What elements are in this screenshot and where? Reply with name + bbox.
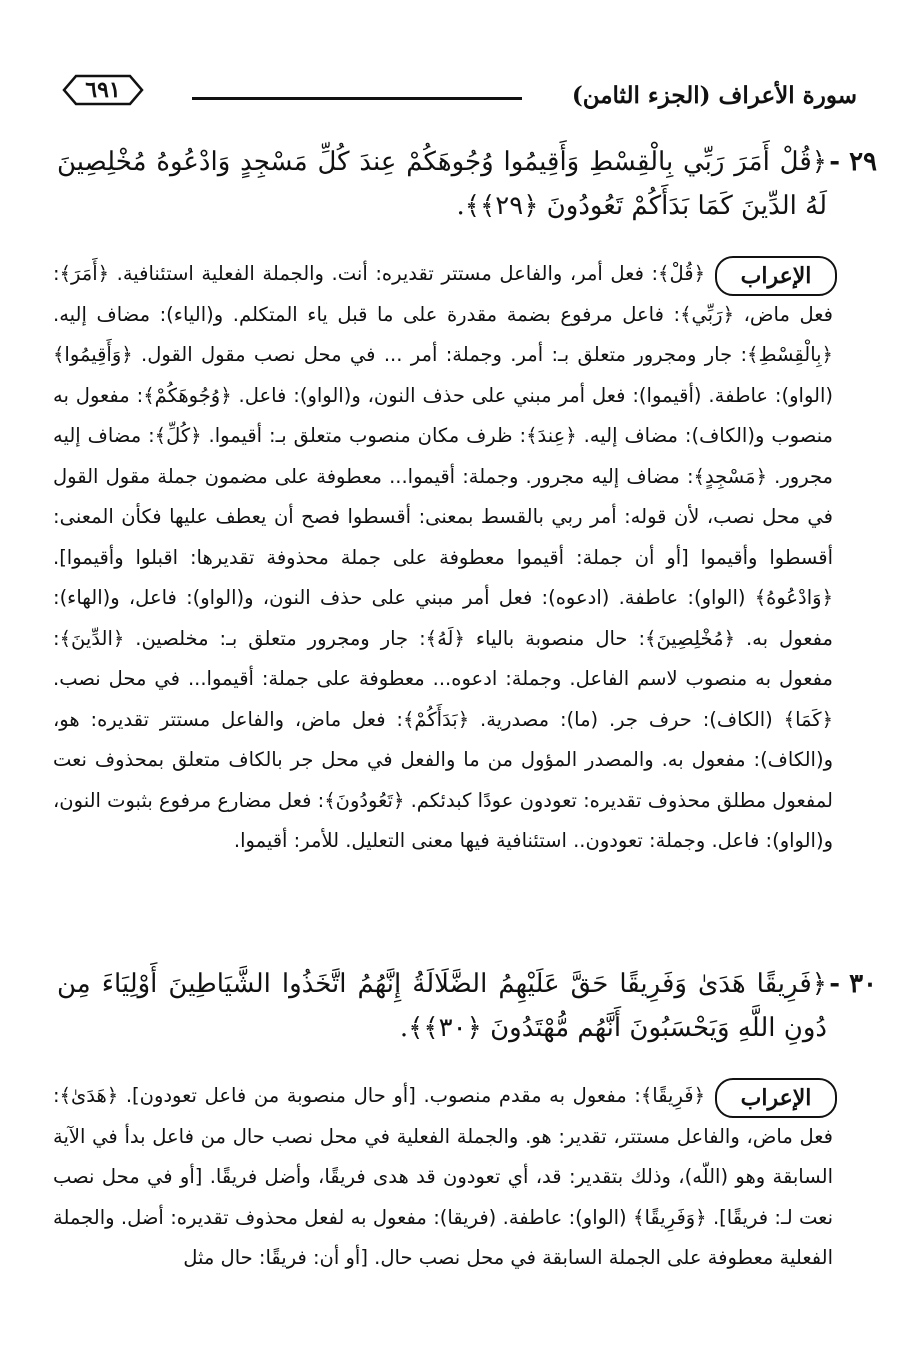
verse-29-number: ٢٩ -: [829, 147, 877, 177]
irab-30-commentary: [53, 1076, 833, 1279]
irab-29-commentary: [53, 254, 833, 862]
verse-30-number: ٣٠ -: [829, 969, 877, 999]
running-header-title: سورة الأعراف (الجزء الثامن): [571, 82, 857, 109]
irab-29-paragraph: ﴿قُلْ﴾: فعل أمر، والفاعل مستتر تقديره: أنت. والجملة الفعلية استئنافية. ﴿أَمَرَ﴾: فعل ماض، ﴿رَبِّي﴾: فاعل مرفوع بضمة مقدرة على ما قبل ياء المتكلم. و(الياء): مضاف إليه. ﴿بِالْقِسْطِ﴾: جار ومجرور متعلق بـ: أمر. وجملة: أمر ... في محل نصب مقول القول. ﴿وَأَقِيمُوا﴾ (الواو): عاطفة. (أقيموا): فعل أمر مبني على حذف النون، و(الواو): فاعل. ﴿وُجُوهَكُمْ﴾: مفعول به منصوب و(الكاف): مضاف إليه. ﴿عِندَ﴾: ظرف مكان منصوب متعلق بـ: أقيموا. ﴿كُلِّ﴾: مضاف إليه مجرور. ﴿مَسْجِدٍ﴾: مضاف إليه مجرور. وجملة: أقيموا... معطوفة على مضمون جملة مقول القول في محل نصب، لأن قوله: أمر ربي بالقسط بمعنى: أقسطوا فصح أن يعطف عليها فكأن المعنى: أقسطوا وأقيموا [أو أن جملة: أقيموا معطوفة على جملة محذوفة تقديرها: اقبلوا وأقيموا]. ﴿وَادْعُوهُ﴾ (الواو): عاطفة. (ادعوه): فعل أمر مبني على حذف النون، و(الواو): فاعل، و(الهاء): مفعول به. ﴿مُخْلِصِينَ﴾: حال منصوبة بالياء ﴿لَهُ﴾: جار ومجرور متعلق بـ: مخلصين. ﴿الدِّينَ﴾: مفعول به منصوب لاسم الفاعل. وجملة: ادعوه... معطوفة على جملة: أقيموا... في محل نصب. ﴿كَمَا﴾ (الكاف): حرف جر. (ما): مصدرية. ﴿بَدَأَكُمْ﴾: فعل ماض، والفاعل مستتر تقديره: هو، و(الكاف): مفعول به. والمصدر المؤول من ما والفعل في محل جر بالكاف متعلق بمحذوف نعت لمفعول مطلق محذوف تقديره: تعودون عودًا كبدئكم. ﴿تَعُودُونَ﴾: فعل مضارع مرفوع بثبوت النون، و(الواو): فاعل. وجملة: تعودون.. استئنافية فيها معنى التعليل. للأمر: أقيموا.: [53, 262, 833, 852]
page-number-frame: [62, 74, 144, 106]
page-number: ٦٩١: [85, 77, 121, 103]
irab-30-paragraph: ﴿فَرِيقًا﴾: مفعول به مقدم منصوب. [أو حال منصوبة من فاعل تعودون]. ﴿هَدَىٰ﴾: فعل ماض، والفاعل مستتر، تقدير: هو. والجملة الفعلية في محل نصب حال من فاعل بدأ في الآية السابقة وهو (اللّه)، وذلك بتقدير: قد، أي تعودون قد هدى فريقًا، وأضل فريقًا. [أو في محل نصب نعت لـ: فريقًا]. ﴿وَفَرِيقًا﴾ (الواو): عاطفة. (فريقا): مفعول به لفعل محذوف تقديره: أضل. والجملة الفعلية معطوفة على الجملة السابقة في محل نصب حال. [أو أن: فريقًا: حال مثل: [53, 1084, 833, 1269]
irab-label-30: الإعراب: [715, 1078, 837, 1118]
header-rule: [192, 97, 522, 100]
verse-30-text: ﴿فَرِيقًا هَدَىٰ وَفَرِيقًا حَقَّ عَلَيْهِمُ الضَّلَالَةُ إِنَّهُمُ اتَّخَذُوا الشَّيَاطِينَ أَوْلِيَاءَ مِن دُونِ اللَّهِ وَيَحْسَبُونَ أَنَّهُم مُّهْتَدُونَ ﴿٣٠﴾﴾.: [57, 969, 827, 1043]
verse-29-text: ﴿قُلْ أَمَرَ رَبِّي بِالْقِسْطِ وَأَقِيمُوا وُجُوهَكُمْ عِندَ كُلِّ مَسْجِدٍ وَادْعُوهُ مُخْلِصِينَ لَهُ الدِّينَ كَمَا بَدَأَكُمْ تَعُودُونَ ﴿٢٩﴾﴾.: [57, 147, 827, 221]
irab-label-29: الإعراب: [715, 256, 837, 296]
